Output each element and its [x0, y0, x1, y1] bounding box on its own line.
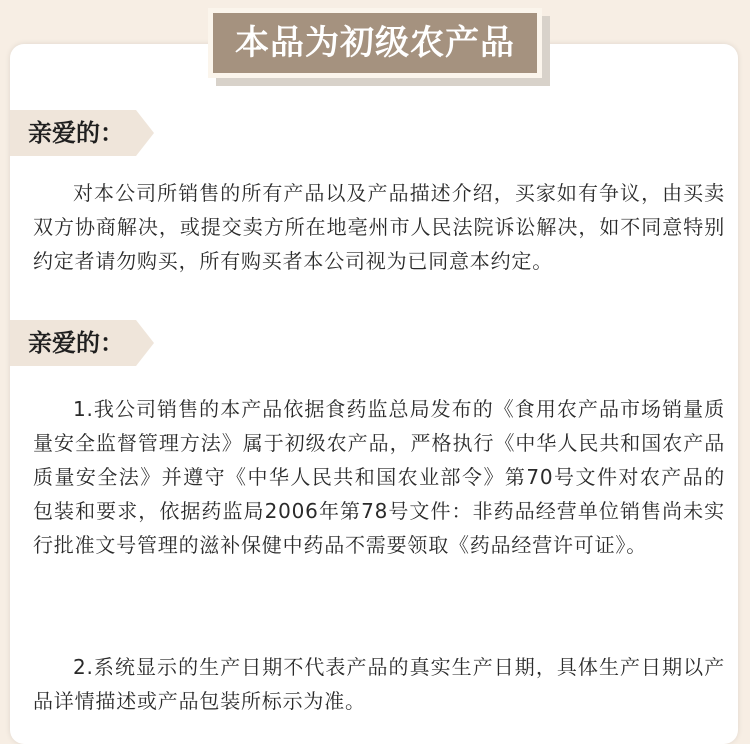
section-heading-tag: [10, 320, 154, 366]
section-paragraph: 1.我公司销售的本产品依据食药监总局发布的《食用农产品市场销量质量安全监督管理方法》属于初级农产品，严格执行《中华人民共和国农产品质量安全法》并遵守《中华人民共和国农业部令》第70号文件对农产品的包装和要求，依据药监局2006年第78号文件：非药品经营单位销售尚未实行批准文号管理的滋补保健中药品不需要领取《药品经营许可证》。: [33, 397, 725, 557]
title-frame: [208, 8, 542, 78]
title-banner: [208, 8, 550, 86]
section-heading-tag: [10, 110, 154, 156]
section-heading: 亲爱的：: [28, 118, 124, 147]
page-title: 本品为初级农产品: [213, 13, 537, 73]
section-heading: 亲爱的：: [28, 328, 124, 357]
section-paragraph: 对本公司所销售的所有产品以及产品描述介绍，买家如有争议，由买卖双方协商解决，或提交卖方所在地亳州市人民法院诉讼解决，如不同意特别约定者请勿购买，所有购买者本公司视为已同意本约定。: [33, 181, 725, 273]
section-paragraph: 2.系统显示的生产日期不代表产品的真实生产日期，具体生产日期以产品详情描述或产品包装所标示为准。: [33, 655, 725, 713]
